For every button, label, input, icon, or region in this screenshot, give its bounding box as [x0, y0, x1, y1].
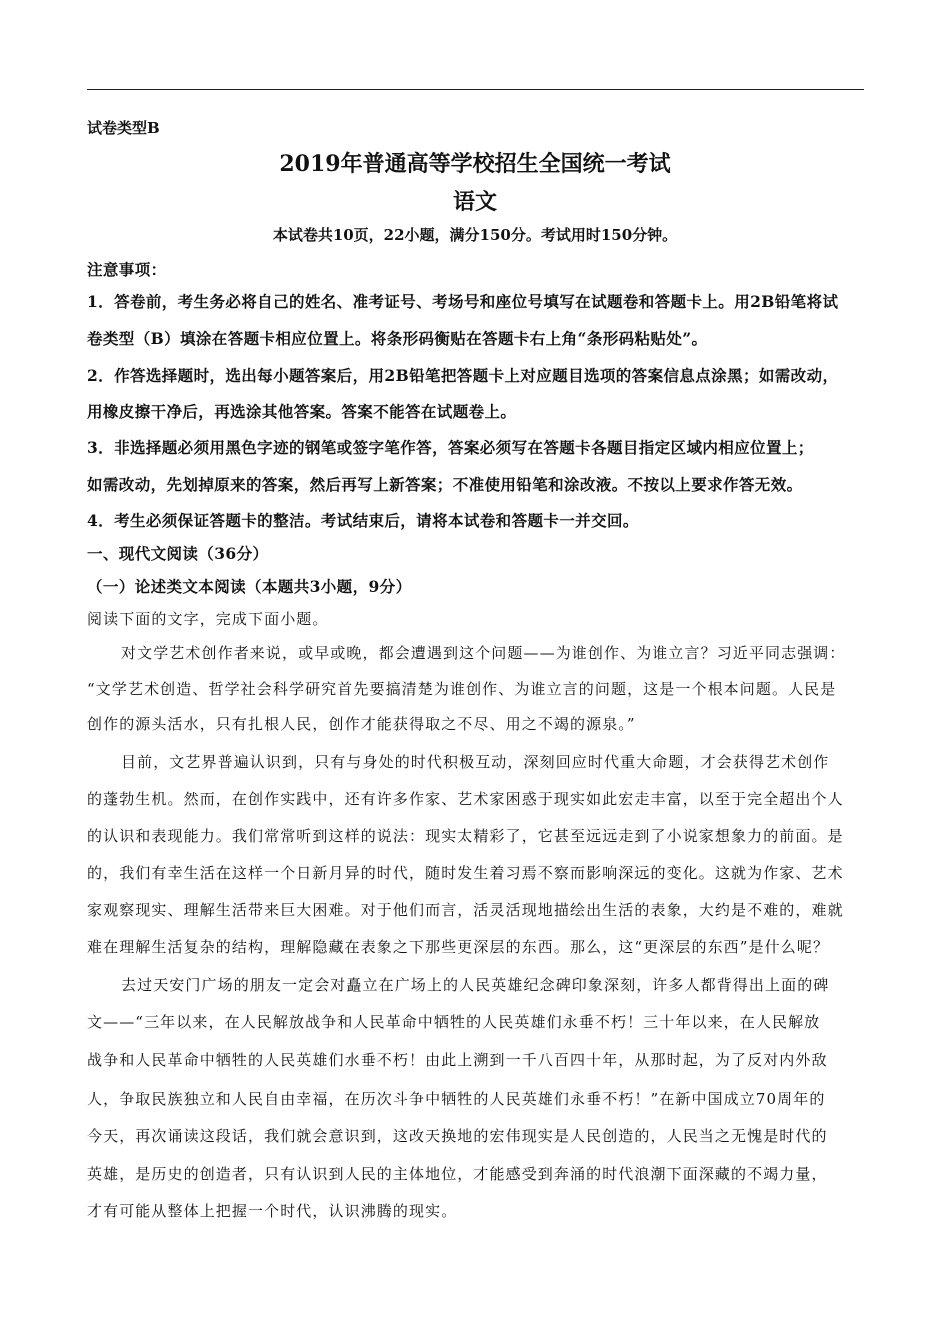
passage-line: 人，争取民族独立和人民自由幸福，在历次斗争中牺牲的人民英雄们永垂不朽！”在新中国成立70周年的	[87, 1090, 826, 1108]
part-title: 一、现代文阅读（36分）	[87, 544, 269, 563]
passage-line: 难在理解生活复杂的结构，理解隐藏在表象之下那些更深层的东西。那么，这“更深层的东西”是什么呢？	[87, 938, 830, 956]
notice-heading: 注意事项：	[87, 260, 167, 279]
subject-title: 语文	[452, 189, 497, 215]
passage-line: 的，我们有幸生活在这样一个日新月异的时代，随时发生着习焉不察而影响深远的变化。这就为作家、艺术	[87, 864, 844, 882]
passage-line: 目前，文艺界普遍认识到，只有与身处的时代积极互动，深刻回应时代重大命题，才会获得艺术创作	[121, 753, 830, 771]
paper-info: 本试卷共10页，22小题，满分150分。考试用时150分钟。	[272, 226, 678, 244]
notice-line: 1．答卷前，考生务必将自己的姓名、准考证号、考场号和座位号填写在试题卷和答题卡上。用2B铅笔将试	[87, 292, 839, 311]
passage-line: 才有可能从整体上把握一个时代，认识沸腾的现实。	[87, 1202, 458, 1220]
passage-line: 对文学艺术创作者来说，或早或晚，都会遭遇到这个问题——为谁创作、为谁立言？习近平同志强调：	[121, 644, 846, 662]
header-rule	[87, 89, 864, 90]
passage-line: 创作的源头活水，只有扎根人民，创作才能获得取之不尽、用之不竭的源泉。”	[87, 715, 636, 733]
passage-line: 去过天安门广场的朋友一定会对矗立在广场上的人民英雄纪念碑印象深刻，许多人都背得出上面的碑	[121, 976, 830, 994]
paper-type: 试卷类型B	[87, 119, 160, 137]
notice-line: 用橡皮擦干净后，再选涂其他答案。答案不能答在试题卷上。	[87, 402, 517, 421]
notice-line: 3．非选择题必须用黑色字迹的钢笔或签字笔作答，答案必须写在答题卡各题目指定区域内相应位置上；	[87, 438, 814, 457]
passage-line: 战争和人民革命中牺牲的人民英雄们水垂不朽！由此上溯到一千八百四十年，从那时起，为了反对内外敌	[87, 1051, 828, 1069]
notice-line: 4．考生必须保证答题卡的整洁。考试结束后，请将本试卷和答题卡一并交回。	[87, 511, 639, 530]
passage-line: 英雄，是历史的创造者，只有认识到人民的主体地位，才能感受到奔涌的时代浪潮下面深藏的不竭力量，	[87, 1165, 828, 1183]
exam-title: 2019年普通高等学校招生全国统一考试	[279, 151, 671, 177]
notice-line: 如需改动，先划掉原来的答案，然后再写上新答案；不准使用铅笔和涂改液。不按以上要求作答无效。	[87, 475, 803, 494]
notice-line: 卷类型（B）填涂在答题卡相应位置上。将条形码衡贴在答题卡右上角“条形码粘贴处”。	[87, 329, 708, 348]
passage-line: “文学艺术创造、哲学社会科学研究首先要搞清楚为谁创作、为谁立言的问题，这是一个根本问题。人民是	[87, 680, 837, 698]
notice-line: 2．作答选择题时，选出每小题答案后，用2B铅笔把答题卡上对应题目选项的答案信息点涂黑；如需改动，	[87, 366, 839, 385]
reading-instruction: 阅读下面的文字，完成下面小题。	[87, 610, 329, 628]
passage-line: 的蓬勃生机。然而，在创作实践中，还有许多作家、艺术家困惑于现实如此宏走丰富，以至于完全超出个人	[87, 790, 844, 808]
passage-line: 的认识和表现能力。我们常常听到这样的说法：现实太精彩了，它甚至远远走到了小说家想象力的前面。是	[87, 827, 844, 845]
passage-line: 家观察现实、理解生活带来巨大困难。对于他们而言，活灵活现地描绘出生活的表象，大约是不难的，难就	[87, 901, 844, 919]
passage-line: 今天，再次诵读这段话，我们就会意识到，这改天换地的宏伟现实是人民创造的，人民当之无愧是时代的	[87, 1127, 828, 1145]
sub-section-title: （一）论述类文本阅读（本题共3小题，9分）	[87, 577, 412, 596]
passage-line: 文——“三年以来，在人民解放战争和人民革命中牺牲的人民英雄们永垂不朽！三十年以来，在人民解放	[87, 1013, 821, 1031]
